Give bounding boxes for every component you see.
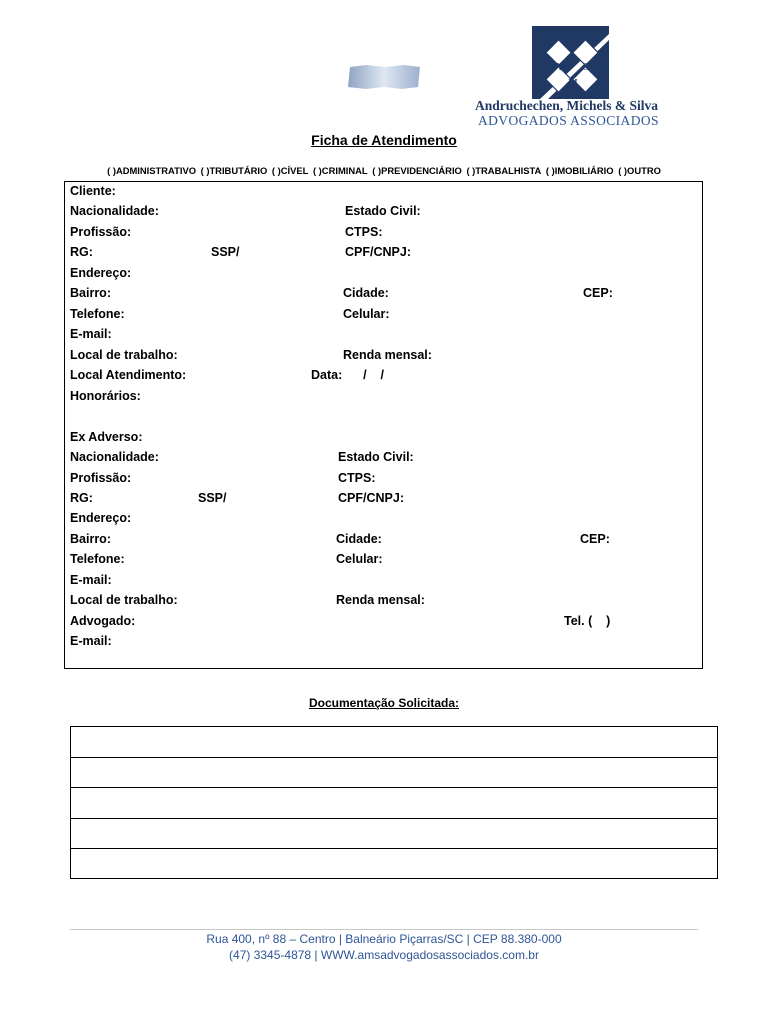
client-nacionalidade-label: Nacionalidade: bbox=[70, 204, 159, 218]
client-estado-civil-label: Estado Civil: bbox=[345, 204, 421, 218]
footer-divider bbox=[70, 929, 698, 930]
adverse-ctps-label: CTPS: bbox=[338, 471, 376, 485]
decorative-banner-icon bbox=[346, 64, 422, 90]
logo-initial-s: S bbox=[583, 61, 590, 73]
client-ctps-label: CTPS: bbox=[345, 225, 383, 239]
area-trabalhista[interactable]: ( )TRABALHISTA bbox=[466, 165, 542, 176]
logo-initial-m: M bbox=[568, 77, 578, 89]
client-cidade-label: Cidade: bbox=[343, 286, 389, 300]
area-civel[interactable]: ( )CÍVEL bbox=[271, 165, 309, 176]
adverse-telefone-label: Telefone: bbox=[70, 552, 125, 566]
table-row bbox=[71, 757, 717, 758]
adverse-ssp-label: SSP/ bbox=[198, 491, 227, 505]
client-heading: Cliente: bbox=[70, 184, 116, 198]
client-cep-label: CEP: bbox=[583, 286, 613, 300]
client-honorarios-label: Honorários: bbox=[70, 389, 141, 403]
area-tributario[interactable]: ( )TRIBUTÁRIO bbox=[200, 165, 268, 176]
adverse-local-trabalho-label: Local de trabalho: bbox=[70, 593, 178, 607]
adverse-tel-label: Tel. ( ) bbox=[564, 614, 611, 628]
adverse-bairro-label: Bairro: bbox=[70, 532, 111, 546]
adverse-estado-civil-label: Estado Civil: bbox=[338, 450, 414, 464]
firm-logo-icon bbox=[532, 26, 609, 99]
area-criminal[interactable]: ( )CRIMINAL bbox=[312, 165, 368, 176]
client-endereco-label: Endereço: bbox=[70, 266, 132, 280]
area-checkbox-row bbox=[0, 165, 768, 176]
area-imobiliario[interactable]: ( )IMOBILIÁRIO bbox=[545, 165, 614, 176]
adverse-cep-label: CEP: bbox=[580, 532, 610, 546]
adverse-celular-label: Celular: bbox=[336, 552, 383, 566]
area-outro[interactable]: ( )OUTRO bbox=[618, 165, 661, 176]
adverse-renda-label: Renda mensal: bbox=[336, 593, 425, 607]
footer-address: Rua 400, nº 88 – Centro | Balneário Piçarras/SC | CEP 88.380-000 bbox=[206, 932, 562, 946]
adverse-rg-label: RG: bbox=[70, 491, 93, 505]
adverse-heading: Ex Adverso: bbox=[70, 430, 143, 444]
area-previdenciario[interactable]: ( )PREVIDENCIÁRIO bbox=[372, 165, 462, 176]
adverse-endereco-label: Endereço: bbox=[70, 511, 132, 525]
client-renda-label: Renda mensal: bbox=[343, 348, 432, 362]
client-bairro-label: Bairro: bbox=[70, 286, 111, 300]
documents-table bbox=[70, 726, 718, 879]
firm-name: Andruchechen, Michels & Silva bbox=[475, 98, 659, 113]
client-telefone-label: Telefone: bbox=[70, 307, 125, 321]
client-data-label: Data: / / bbox=[311, 368, 384, 382]
client-cpf-label: CPF/CNPJ: bbox=[345, 245, 411, 259]
client-ssp-label: SSP/ bbox=[211, 245, 240, 259]
client-local-trabalho-label: Local de trabalho: bbox=[70, 348, 178, 362]
adverse-email2-label: E-mail: bbox=[70, 634, 112, 648]
area-administrativo[interactable]: ( )ADMINISTRATIVO bbox=[107, 165, 196, 176]
adverse-email-label: E-mail: bbox=[70, 573, 112, 587]
table-row bbox=[71, 787, 717, 788]
adverse-cpf-label: CPF/CNPJ: bbox=[338, 491, 404, 505]
adverse-cidade-label: Cidade: bbox=[336, 532, 382, 546]
form-title: Ficha de Atendimento bbox=[311, 132, 457, 148]
table-row bbox=[71, 848, 717, 849]
adverse-profissao-label: Profissão: bbox=[70, 471, 132, 485]
documents-title: Documentação Solicitada: bbox=[308, 696, 460, 710]
client-celular-label: Celular: bbox=[343, 307, 390, 321]
footer-contact[interactable]: (47) 3345-4878 | WWW.amsadvogadosassociados.com.br bbox=[229, 948, 539, 962]
client-email-label: E-mail: bbox=[70, 327, 112, 341]
client-profissao-label: Profissão: bbox=[70, 225, 132, 239]
adverse-nacionalidade-label: Nacionalidade: bbox=[70, 450, 159, 464]
firm-subtitle: ADVOGADOS ASSOCIADOS bbox=[478, 113, 659, 128]
client-local-atendimento-label: Local Atendimento: bbox=[70, 368, 187, 382]
logo-initial-a: A bbox=[554, 61, 562, 73]
client-rg-label: RG: bbox=[70, 245, 93, 259]
table-row bbox=[71, 818, 717, 819]
adverse-advogado-label: Advogado: bbox=[70, 614, 136, 628]
